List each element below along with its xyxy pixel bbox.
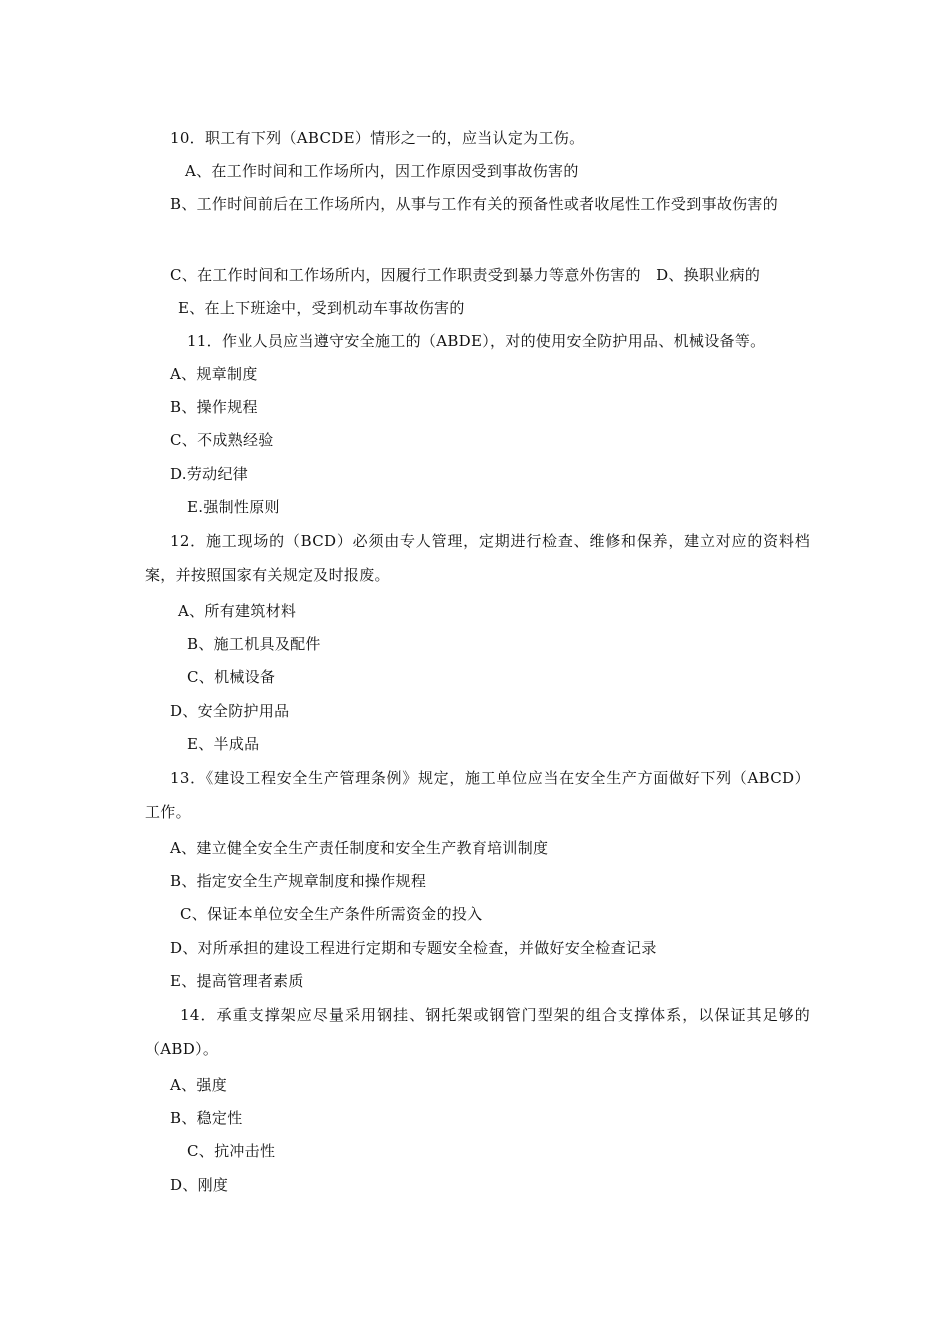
q14-stem: 14．承重支撑架应尽量采用钢挂、钢托架或钢管门型架的组合支撑体系，以保证其足够的（ABD）。 — [145, 1006, 810, 1058]
q14-option-d: D、刚度 — [170, 1176, 229, 1194]
q11-option-b: B、操作规程 — [170, 398, 258, 416]
q13-option-d: D、对所承担的建设工程进行定期和专题安全检查，并做好安全检查记录 — [170, 939, 657, 957]
q12-stem: 12．施工现场的（BCD）必须由专人管理，定期进行检查、维修和保养，建立对应的资料档案，并按照国家有关规定及时报废。 — [145, 532, 810, 584]
q11-stem: 11．作业人员应当遵守安全施工的（ABDE），对的使用安全防护用品、机械设备等。 — [187, 332, 766, 350]
q10-option-a: A、在工作时间和工作场所内，因工作原因受到事故伤害的 — [185, 162, 579, 180]
q12-option-e: E、半成品 — [187, 735, 260, 753]
q13-option-b: B、指定安全生产规章制度和操作规程 — [170, 872, 427, 890]
q12-option-d: D、安全防护用品 — [170, 702, 290, 720]
q14-option-c: C、抗冲击性 — [187, 1142, 276, 1160]
q10-option-c-d: C、在工作时间和工作场所内，因履行工作职责受到暴力等意外伤害的 D、换职业病的 — [170, 266, 761, 284]
q10-option-e: E、在上下班途中，受到机动车事故伤害的 — [178, 299, 465, 317]
q10-stem: 10．职工有下列（ABCDE）情形之一的，应当认定为工伤。 — [170, 129, 585, 147]
q12-option-b: B、施工机具及配件 — [187, 635, 321, 653]
q13-option-e: E、提高管理者素质 — [170, 972, 304, 990]
q13-option-a: A、建立健全安全生产责任制度和安全生产教育培训制度 — [170, 839, 549, 857]
q13-option-c: C、保证本单位安全生产条件所需资金的投入 — [180, 905, 483, 923]
q11-option-a: A、规章制度 — [170, 365, 258, 383]
q12-option-a: A、所有建筑材料 — [178, 602, 297, 620]
q11-option-c: C、不成熟经验 — [170, 431, 274, 449]
q11-option-e: E.强制性原则 — [187, 498, 280, 516]
q13-stem: 13．《建设工程安全生产管理条例》规定，施工单位应当在安全生产方面做好下列（ABCD）工作。 — [145, 769, 810, 821]
q10-option-b: B、工作时间前后在工作场所内，从事与工作有关的预备性或者收尾性工作受到事故伤害的 — [170, 195, 779, 213]
q14-option-b: B、稳定性 — [170, 1109, 243, 1127]
q14-option-a: A、强度 — [170, 1076, 228, 1094]
q12-option-c: C、机械设备 — [187, 668, 276, 686]
q11-option-d: D.劳动纪律 — [170, 465, 249, 483]
